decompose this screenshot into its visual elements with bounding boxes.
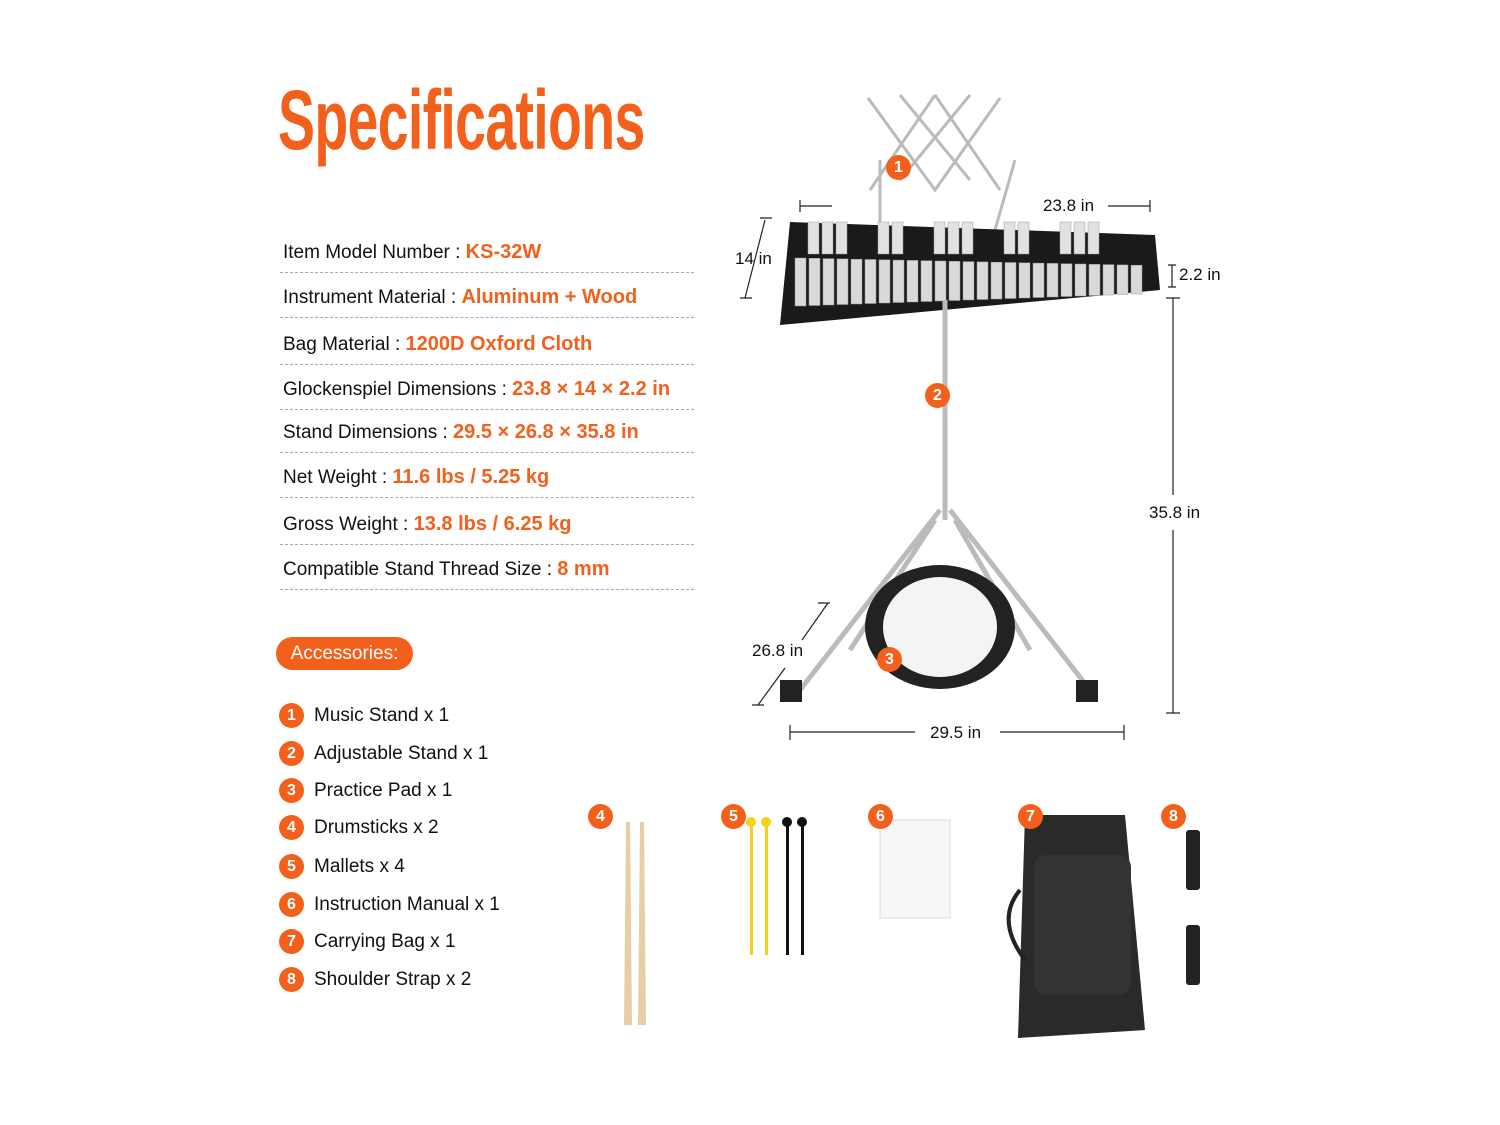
dimension-height: 2.2 in [1179, 265, 1221, 284]
tone-bar [851, 259, 862, 304]
dimension-stand-height: 35.8 in [1149, 503, 1201, 522]
spec-label-text: Gross Weight : [283, 514, 414, 535]
accessory-number-badge: 4 [279, 815, 304, 840]
accessory-label: Carrying Bag x 1 [314, 930, 456, 952]
accessories-heading: Accessories: [276, 637, 413, 670]
tone-bar [1131, 265, 1142, 294]
spec-label-text: Glockenspiel Dimensions : [283, 379, 513, 400]
spec-value: 13.8 lbs / 6.25 kg [413, 513, 572, 535]
spec-value: 23.8 × 14 × 2.2 in [512, 378, 671, 400]
drumsticks-image [624, 822, 646, 1025]
tone-bar [795, 258, 806, 306]
tone-bar [949, 261, 960, 300]
shoulder-straps-image [1186, 830, 1200, 985]
tone-bar [879, 260, 890, 303]
callout-badge-6: 6 [868, 804, 893, 829]
callout-badge-7: 7 [1018, 804, 1043, 829]
tone-bar [1018, 222, 1029, 254]
callout-badge-4: 4 [588, 804, 613, 829]
spec-value: KS-32W [465, 241, 542, 263]
tone-bar [1103, 265, 1114, 295]
tone-bar [1033, 263, 1044, 297]
tone-bar [907, 260, 918, 302]
tone-bar [1005, 263, 1016, 299]
accessory-label: Drumsticks x 2 [314, 816, 439, 838]
callout-badge-8: 8 [1161, 804, 1186, 829]
tone-bar [1060, 222, 1071, 254]
spec-value: Aluminum + Wood [461, 286, 638, 308]
callout-badge-3: 3 [877, 647, 902, 672]
tone-bar [1089, 264, 1100, 295]
spec-value: 8 mm [557, 558, 610, 580]
carrying-bag-image [1009, 815, 1145, 1038]
accessory-number-badge: 8 [279, 967, 304, 992]
tone-bar [1088, 222, 1099, 254]
accessory-label: Adjustable Stand x 1 [314, 742, 489, 764]
spec-label-text: Bag Material : [283, 334, 406, 355]
spec-label-text: Instrument Material : [283, 287, 462, 308]
spec-label-text: Item Model Number : [283, 242, 466, 263]
dimension-stand-width: 29.5 in [930, 723, 982, 742]
spec-value: 29.5 × 26.8 × 35.8 in [453, 421, 639, 443]
tone-bar [893, 260, 904, 302]
tone-bar [1061, 264, 1072, 297]
tone-bar [934, 222, 945, 254]
accessory-number-badge: 7 [279, 929, 304, 954]
tone-bar [836, 222, 847, 254]
tone-bar [948, 222, 959, 254]
dimension-depth: 14 in [735, 249, 772, 268]
tone-bar [892, 222, 903, 254]
accessory-label: Instruction Manual x 1 [314, 893, 500, 915]
callout-badge-1: 1 [886, 155, 911, 180]
accessory-label: Shoulder Strap x 2 [314, 968, 472, 990]
spec-label-text: Compatible Stand Thread Size : [283, 559, 558, 580]
tone-bar [991, 262, 1002, 299]
spec-value: 11.6 lbs / 5.25 kg [392, 466, 550, 488]
accessory-number-badge: 5 [279, 854, 304, 879]
accessory-number-badge: 1 [279, 703, 304, 728]
tone-bar [1019, 263, 1030, 298]
accessory-label: Practice Pad x 1 [314, 779, 453, 801]
tone-bar [837, 259, 848, 305]
accessory-number-badge: 2 [279, 741, 304, 766]
accessory-number-badge: 6 [279, 892, 304, 917]
tone-bar [1004, 222, 1015, 254]
tone-bar [808, 222, 819, 254]
accessory-label: Mallets x 4 [314, 855, 405, 877]
tone-bar [1117, 265, 1128, 295]
tone-bar [865, 260, 876, 304]
tone-bar [809, 258, 820, 305]
spec-label-text: Stand Dimensions : [283, 422, 454, 443]
tone-bar [822, 222, 833, 254]
accessory-number-badge: 3 [279, 778, 304, 803]
tone-bar [1074, 222, 1085, 254]
tone-bar [962, 222, 973, 254]
tone-bar [823, 259, 834, 305]
dimension-width: 23.8 in [1043, 196, 1095, 215]
tone-bar [977, 262, 988, 300]
tone-bar [935, 261, 946, 301]
page-title: Specifications [278, 73, 645, 167]
callout-badge-5: 5 [721, 804, 746, 829]
accessory-label: Music Stand x 1 [314, 704, 450, 726]
tone-bar [878, 222, 889, 254]
spec-value: 1200D Oxford Cloth [405, 333, 593, 355]
spec-label-text: Net Weight : [283, 467, 393, 488]
tone-bar [963, 262, 974, 300]
mallets-image [746, 817, 807, 955]
dimension-stand-depth: 26.8 in [752, 641, 804, 660]
glockenspiel-image [780, 222, 1160, 325]
tone-bar [1075, 264, 1086, 296]
tone-bar [921, 261, 932, 302]
callout-badge-2: 2 [925, 383, 950, 408]
instruction-manual-image [880, 820, 950, 918]
tone-bar [1047, 263, 1058, 297]
